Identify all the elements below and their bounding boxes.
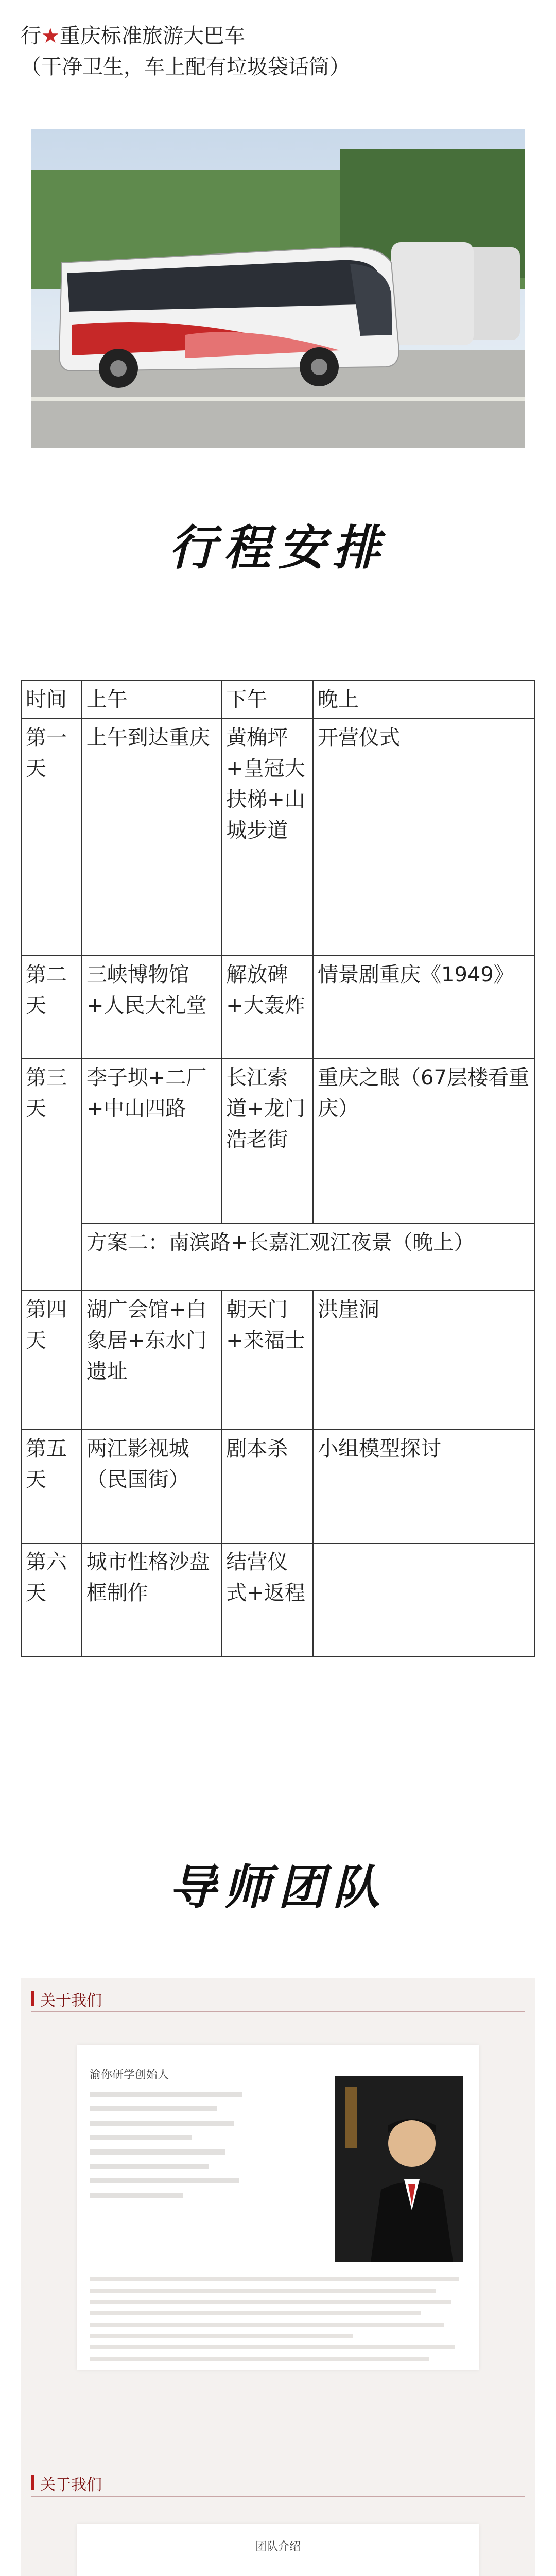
day-cell: 第四天 — [21, 1291, 82, 1430]
about-us-label: 关于我们 — [31, 2472, 102, 2495]
eve-cell: 洪崖洞 — [313, 1291, 535, 1430]
table-row — [21, 1543, 535, 1656]
founder-portrait — [335, 2076, 463, 2262]
bus-heading: 行★重庆标准旅游大巴车 — [21, 24, 245, 48]
table-row — [21, 1430, 535, 1543]
team-panel-founder — [21, 1978, 535, 2463]
table-row — [21, 1059, 535, 1224]
header-am: 上午 — [82, 681, 221, 719]
pm-cell: 黄桷坪+皇冠大扶梯+山城步道 — [221, 719, 313, 956]
eve-cell: 重庆之眼（67层楼看重庆） — [313, 1059, 535, 1224]
founder-card — [77, 2045, 479, 2370]
am-cell: 上午到达重庆 — [82, 719, 221, 956]
team-title: 导师团队 — [168, 1859, 387, 1915]
intro-block — [21, 21, 535, 82]
pm-cell: 剧本杀 — [221, 1430, 313, 1543]
divider — [31, 2011, 525, 2012]
bus-photo — [31, 129, 525, 448]
day-cell: 第六天 — [21, 1543, 82, 1656]
itinerary-table — [21, 680, 535, 1657]
eve-cell — [313, 1543, 535, 1656]
founder-card-heading: 渝你研学创始人 — [90, 2069, 169, 2081]
table-row — [21, 719, 535, 956]
eve-cell: 开营仪式 — [313, 719, 535, 956]
header-pm: 下午 — [221, 681, 313, 719]
founder-paragraphs — [90, 2277, 466, 2368]
divider — [31, 2496, 525, 2497]
am-cell: 李子坝+二厂+中山四路 — [82, 1059, 221, 1224]
pm-cell: 解放碑+大轰炸 — [221, 956, 313, 1059]
am-cell: 两江影视城（民国街） — [82, 1430, 221, 1543]
day-cell: 第二天 — [21, 956, 82, 1059]
table-row — [21, 1291, 535, 1430]
day-cell: 第三天 — [21, 1059, 82, 1291]
header-time: 时间 — [21, 681, 82, 719]
eve-cell: 情景剧重庆《1949》 — [313, 956, 535, 1059]
pm-cell: 结营仪式+返程 — [221, 1543, 313, 1656]
am-cell: 三峡博物馆+人民大礼堂 — [82, 956, 221, 1059]
am-cell: 湖广会馆+白象居+东水门遗址 — [82, 1291, 221, 1430]
day-cell: 第一天 — [21, 719, 82, 956]
team-card — [77, 2524, 479, 2576]
header-eve: 晚上 — [313, 681, 535, 719]
alt-plan-cell: 方案二：南滨路+长嘉汇观江夜景（晚上） — [82, 1224, 535, 1291]
itinerary-title: 行程安排 — [168, 520, 387, 575]
am-cell: 城市性格沙盘框制作 — [82, 1543, 221, 1656]
table-row — [21, 956, 535, 1059]
star-icon: ★ — [41, 24, 60, 48]
team-card-title: 团队介绍 — [255, 2540, 301, 2553]
founder-text-block — [90, 2092, 259, 2207]
table-row — [21, 1224, 535, 1291]
pm-cell: 长江索道+龙门浩老街 — [221, 1059, 313, 1224]
table-header-row — [21, 681, 535, 719]
team-panel-members-1 — [21, 2463, 535, 2576]
day-cell: 第五天 — [21, 1430, 82, 1543]
bus-subheading: （干净卫生，车上配有垃圾袋话筒） — [21, 55, 350, 79]
pm-cell: 朝天门+来福士 — [221, 1291, 313, 1430]
about-us-label: 关于我们 — [31, 1988, 102, 2010]
eve-cell: 小组模型探讨 — [313, 1430, 535, 1543]
